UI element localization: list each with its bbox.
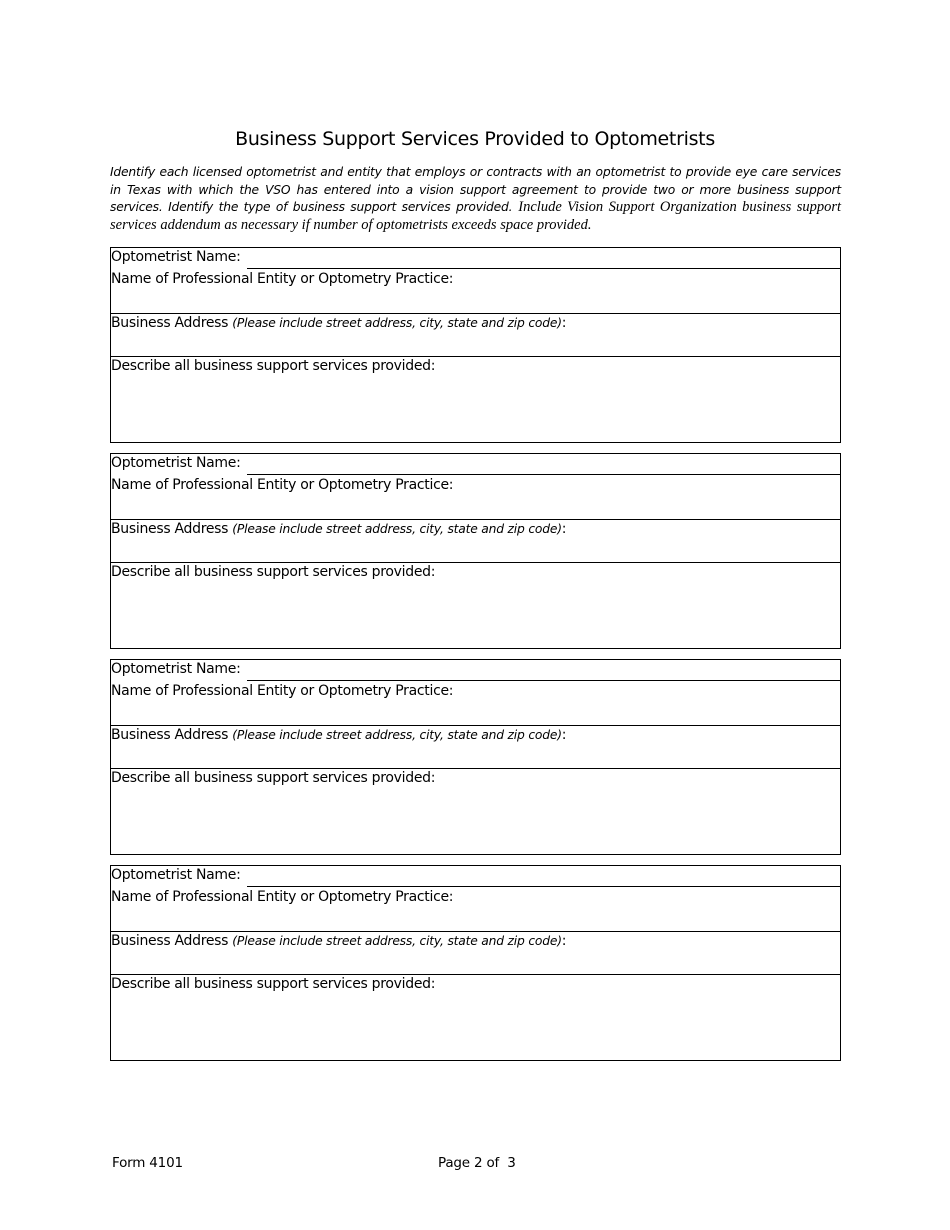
entity-name-label: Name of Professional Entity or Optometry Practice: xyxy=(111,683,454,699)
page-title: Business Support Services Provided to Optometrists xyxy=(235,128,715,150)
optometrist-name-field[interactable] xyxy=(247,886,840,887)
services-description-field[interactable] xyxy=(111,357,840,442)
entity-name-label: Name of Professional Entity or Optometry Practice: xyxy=(111,271,454,287)
optometrist-block xyxy=(110,247,841,443)
services-description-field[interactable] xyxy=(111,769,840,854)
entity-name-field[interactable] xyxy=(111,476,840,520)
instructions xyxy=(110,164,841,234)
business-address-field[interactable] xyxy=(111,314,840,357)
form-number: Form 4101 xyxy=(112,1155,183,1171)
optometrist-name-label: Optometrist Name: xyxy=(111,455,241,471)
business-address-field[interactable] xyxy=(111,726,840,769)
optometrist-block xyxy=(110,453,841,649)
services-description-label: Describe all business support services provided: xyxy=(111,976,436,992)
services-description-label: Describe all business support services provided: xyxy=(111,770,436,786)
entity-name-label: Name of Professional Entity or Optometry Practice: xyxy=(111,477,454,493)
entity-name-field[interactable] xyxy=(111,682,840,726)
entity-name-field[interactable] xyxy=(111,270,840,314)
entity-name-label: Name of Professional Entity or Optometry Practice: xyxy=(111,889,454,905)
business-address-label: Business Address (Please include street address, city, state and zip code): xyxy=(111,933,567,949)
optometrist-name-label: Optometrist Name: xyxy=(111,867,241,883)
business-address-label: Business Address (Please include street address, city, state and zip code): xyxy=(111,315,567,331)
business-address-hint: (Please include street address, city, state and zip code) xyxy=(232,728,562,742)
business-address-label: Business Address (Please include street address, city, state and zip code): xyxy=(111,521,567,537)
business-address-hint: (Please include street address, city, state and zip code) xyxy=(232,316,562,330)
instructions-addendum-note: Include Vision Support Organization business support services addendum as necessary if number of optometrists exceeds space provided. xyxy=(110,199,842,233)
optometrist-name-row xyxy=(111,454,840,475)
optometrist-name-label: Optometrist Name: xyxy=(111,661,241,677)
services-description-label: Describe all business support services provided: xyxy=(111,358,436,374)
instructions-text: Identify each licensed optometrist and entity that employs or contracts with an optometrist to provide eye care services in Texas with which the VSO has entered into a vision support agreement to provide two or more business support services. Identify the type of business support services provided. xyxy=(110,165,841,214)
optometrist-name-row xyxy=(111,248,840,269)
services-description-label: Describe all business support services provided: xyxy=(111,564,436,580)
optometrist-name-field[interactable] xyxy=(247,268,840,269)
page-number: Page 2 of 3 xyxy=(438,1155,516,1171)
optometrist-name-label: Optometrist Name: xyxy=(111,249,241,265)
optometrist-block xyxy=(110,659,841,855)
business-address-label: Business Address (Please include street address, city, state and zip code): xyxy=(111,727,567,743)
optometrist-name-row xyxy=(111,866,840,887)
optometrist-name-field[interactable] xyxy=(247,474,840,475)
optometrist-name-row xyxy=(111,660,840,681)
business-address-hint: (Please include street address, city, state and zip code) xyxy=(232,522,562,536)
optometrist-name-field[interactable] xyxy=(247,680,840,681)
business-address-field[interactable] xyxy=(111,932,840,975)
entity-name-field[interactable] xyxy=(111,888,840,932)
services-description-field[interactable] xyxy=(111,563,840,648)
services-description-field[interactable] xyxy=(111,975,840,1060)
business-address-hint: (Please include street address, city, state and zip code) xyxy=(232,934,562,948)
optometrist-block xyxy=(110,865,841,1061)
business-address-field[interactable] xyxy=(111,520,840,563)
